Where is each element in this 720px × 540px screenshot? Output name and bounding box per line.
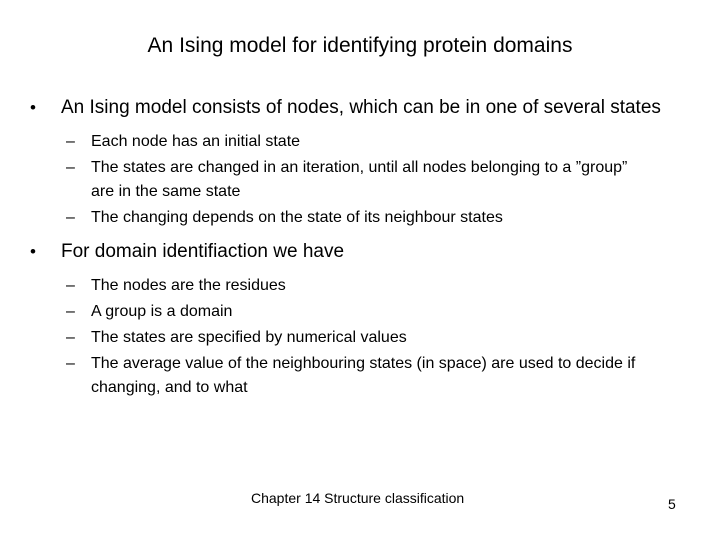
slide-content (30, 96, 670, 410)
bullet-marker: • (30, 242, 36, 261)
bullet-domain-identification (30, 240, 670, 264)
slide-footer: Chapter 14 Structure classification (251, 490, 465, 506)
dash-marker: – (66, 355, 75, 372)
dash-marker: – (66, 159, 75, 176)
subitem-initial-state (30, 130, 670, 154)
dash-marker: – (66, 277, 75, 294)
subitem-numerical-values (30, 326, 670, 350)
subitem-list (30, 130, 670, 230)
subitem-text: The nodes are the residues (91, 277, 286, 294)
slide-title: An Ising model for identifying protein domains (147, 34, 573, 57)
bullet-text: For domain identifiaction we have (61, 241, 345, 262)
bullet-ising-model (30, 96, 670, 120)
subitem-text: The changing depends on the state of its neighbour states (91, 209, 503, 226)
dash-marker: – (66, 209, 75, 226)
subitem-average-value (30, 352, 670, 400)
subitem-list (30, 274, 670, 400)
subitem-text: The states are changed in an iteration, until all nodes belonging to a ”group” are in the same state (91, 159, 628, 200)
page-number: 5 (668, 496, 676, 512)
dash-marker: – (66, 133, 75, 150)
subitem-group-domain (30, 300, 670, 324)
subitem-residues (30, 274, 670, 298)
subitem-text: Each node has an initial state (91, 133, 301, 150)
subitem-text: The average value of the neighbouring states (in space) are used to decide if changing, and to what (91, 355, 636, 396)
bullet-marker: • (30, 98, 36, 117)
bullet-text: An Ising model consists of nodes, which can be in one of several states (61, 97, 661, 118)
subitem-text: A group is a domain (91, 303, 233, 320)
dash-marker: – (66, 329, 75, 346)
dash-marker: – (66, 303, 75, 320)
subitem-neighbour-states (30, 206, 670, 230)
subitem-text: The states are specified by numerical values (91, 329, 407, 346)
subitem-iteration (30, 156, 670, 204)
